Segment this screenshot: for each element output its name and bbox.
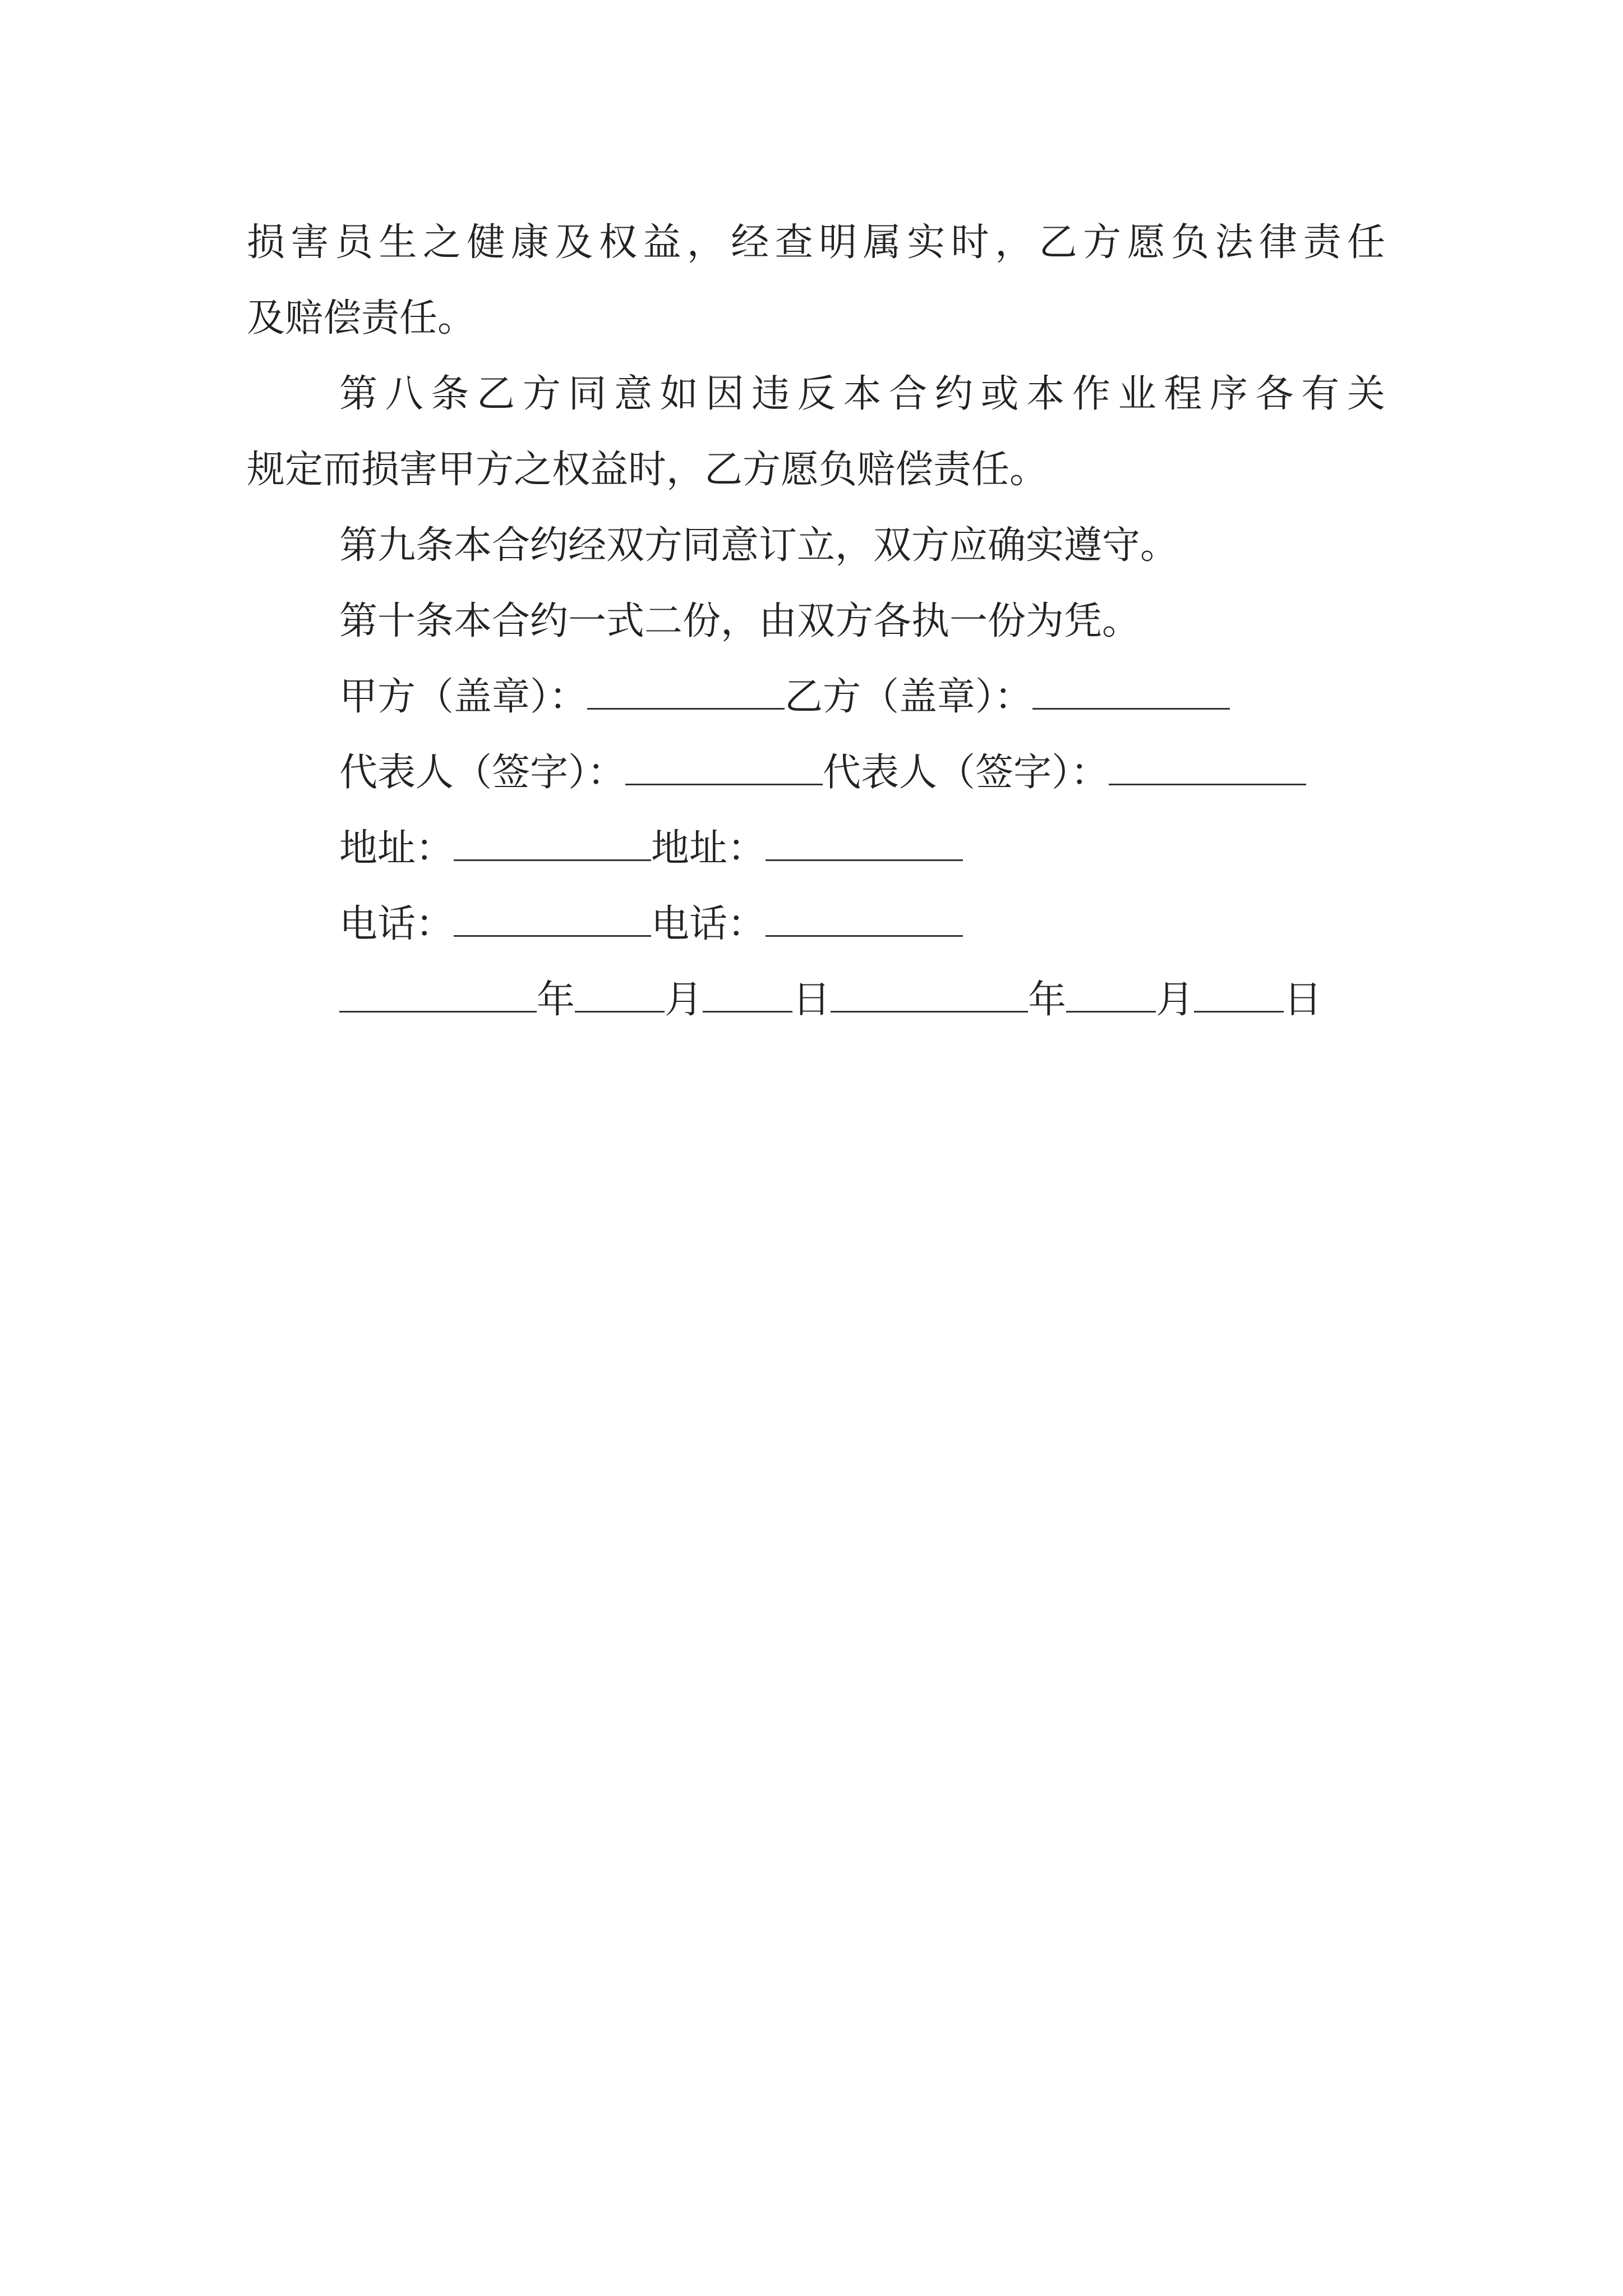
party-b-day-label: 日 [1284, 978, 1322, 1022]
party-b-representative-label: 代表人（签字）： [823, 751, 1109, 795]
party-b-month-blank[interactable] [1066, 974, 1156, 1013]
party-b-representative-blank[interactable] [1109, 747, 1306, 785]
party-a-phone-label: 电话： [339, 902, 454, 946]
party-a-month-label: 月 [665, 978, 703, 1022]
party-a-address-blank[interactable] [454, 822, 651, 861]
party-a-year-blank[interactable] [339, 974, 537, 1013]
party-b-seal-label: 乙方（盖章）： [785, 675, 1033, 719]
representative-line [339, 745, 1306, 801]
paragraph-8-line-1: 第八条乙方同意如因违反本合约或本作业程序各有关 [339, 372, 1385, 416]
party-a-day-label: 日 [792, 978, 831, 1022]
address-line [339, 821, 963, 877]
party-a-seal-label: 甲方（盖章）： [339, 675, 588, 719]
paragraph-7-line-1: 损害员生之健康及权益，经查明属实时，乙方愿负法律责任 [247, 220, 1385, 265]
phone-line [339, 896, 963, 953]
party-a-representative-blank[interactable] [625, 747, 823, 785]
party-b-day-blank[interactable] [1194, 974, 1284, 1013]
party-b-year-label: 年 [1028, 978, 1067, 1022]
party-b-year-blank[interactable] [831, 974, 1028, 1013]
party-a-address-label: 地址： [339, 826, 454, 871]
paragraph-8-line-2: 规定而损害甲方之权益时，乙方愿负赔偿责任。 [247, 448, 1048, 492]
date-line [339, 972, 1322, 1028]
party-b-seal-blank[interactable] [1032, 671, 1230, 710]
party-a-month-blank[interactable] [575, 974, 665, 1013]
paragraph-9: 第九条本合约经双方同意订立，双方应确实遵守。 [339, 523, 1179, 568]
party-a-year-label: 年 [537, 978, 575, 1022]
paragraph-7-line-2: 及赔偿责任。 [247, 296, 476, 341]
party-b-phone-blank[interactable] [766, 898, 963, 937]
party-a-representative-label: 代表人（签字）： [339, 751, 626, 795]
party-a-phone-blank[interactable] [454, 898, 651, 937]
party-b-address-blank[interactable] [766, 822, 963, 861]
seal-line [339, 669, 1230, 725]
party-b-month-label: 月 [1156, 978, 1195, 1022]
party-b-address-label: 地址： [651, 826, 766, 871]
party-a-day-blank[interactable] [703, 974, 792, 1013]
party-b-phone-label: 电话： [651, 902, 766, 946]
paragraph-10: 第十条本合约一式二份，由双方各执一份为凭。 [339, 599, 1141, 643]
party-a-seal-blank[interactable] [587, 671, 785, 710]
